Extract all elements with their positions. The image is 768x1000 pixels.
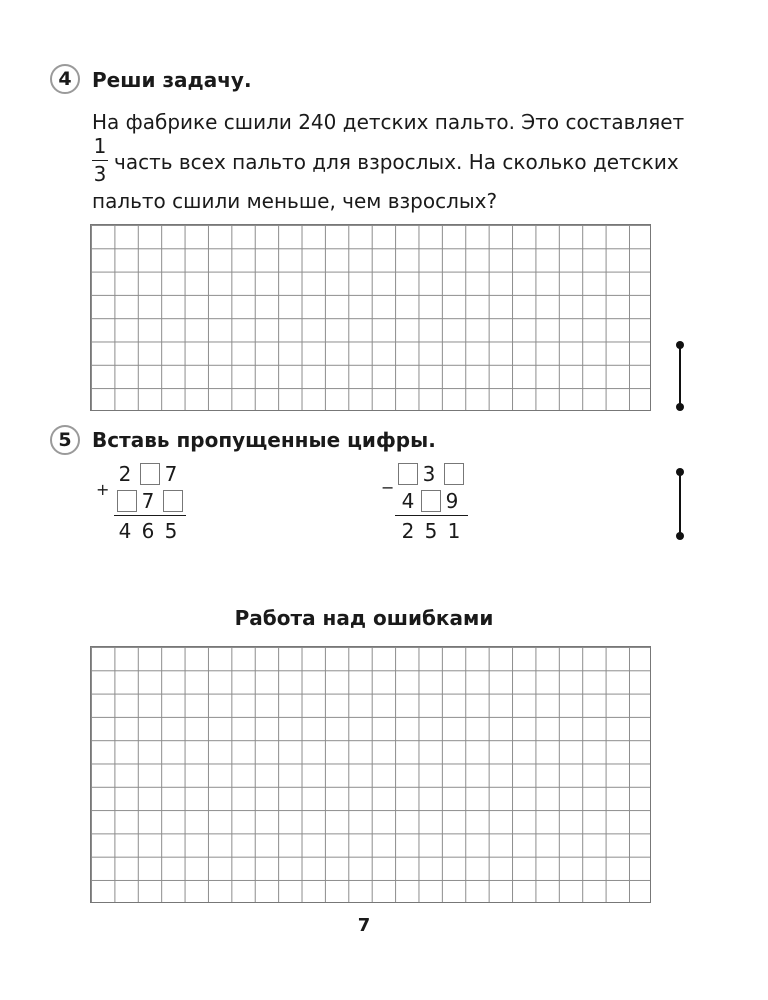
subtraction-result-line (395, 515, 468, 516)
plus-sign: + (96, 480, 110, 499)
task-5-number-circle (50, 425, 80, 455)
addition-row1-empty-box[interactable] (140, 463, 160, 485)
task-4-text-line-3: пальто сшили меньше, чем взрослых? (92, 189, 498, 213)
errors-section-title: Работа над ошибками (234, 606, 494, 630)
task-4-score-bracket (676, 341, 684, 411)
task-4-text-line-2: часть всех пальто для взрослых. На сколько детских (114, 150, 679, 174)
fraction-numerator: 1 (93, 134, 107, 158)
fraction-bar (92, 160, 108, 161)
task-4-text-line-1: На фабрике сшили 240 детских пальто. Это составляет (92, 110, 685, 134)
addition-row2-digit-2: 7 (141, 489, 155, 513)
subtraction-result-digit-1: 2 (401, 519, 415, 543)
subtraction-row2-digit-3: 9 (445, 489, 459, 513)
subtraction-row1-digit-2: 3 (422, 462, 436, 486)
task-5-score-bracket (676, 468, 684, 540)
subtraction-row1-empty-box-1[interactable] (398, 463, 418, 485)
page-number: 7 (357, 915, 371, 936)
errors-answer-grid[interactable] (90, 646, 651, 903)
addition-row1-digit-1: 2 (118, 462, 132, 486)
addition-result-digit-3: 5 (164, 519, 178, 543)
task-4-number-circle (50, 64, 80, 94)
subtraction-row2-empty-box-2[interactable] (421, 490, 441, 512)
addition-row1-digit-3: 7 (164, 462, 178, 486)
addition-result-digit-2: 6 (141, 519, 155, 543)
subtraction-result-digit-3: 1 (447, 519, 461, 543)
addition-result-digit-1: 4 (118, 519, 132, 543)
task-4-number: 4 (58, 68, 72, 90)
subtraction-result-digit-2: 5 (424, 519, 438, 543)
subtraction-row2-digit-1: 4 (401, 489, 415, 513)
task-4-answer-grid[interactable] (90, 224, 651, 411)
addition-row2-empty-box-3[interactable] (163, 490, 183, 512)
addition-row2-empty-box-1[interactable] (117, 490, 137, 512)
addition-result-line (114, 515, 186, 516)
fraction-denominator: 3 (93, 162, 107, 186)
subtraction-row1-empty-box-3[interactable] (444, 463, 464, 485)
minus-sign: − (381, 478, 395, 497)
task-4-heading: Реши задачу. (92, 68, 252, 92)
task-5-number: 5 (58, 429, 72, 451)
task-5-heading: Вставь пропущенные цифры. (92, 428, 436, 452)
